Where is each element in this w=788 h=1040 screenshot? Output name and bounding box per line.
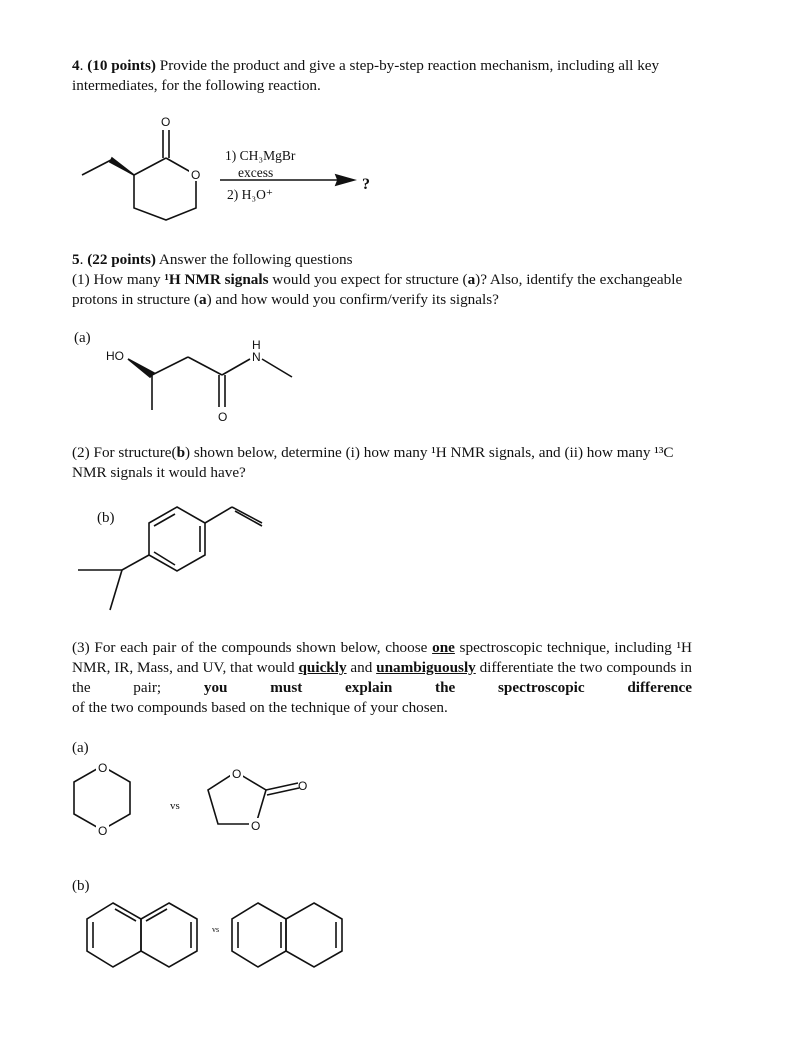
- q4-carbonyl-O: O: [161, 115, 171, 129]
- pair-a-label: (a): [72, 740, 89, 756]
- struct-b-vinyl: [205, 507, 232, 523]
- q4-reagent-1: 1) CH₃MgBr: [225, 148, 296, 163]
- q5-number: 5: [72, 251, 80, 268]
- q5-part2-bold: b: [176, 444, 186, 461]
- dioxane-O1: O: [98, 761, 108, 775]
- q4-lactone-structure: [70, 112, 220, 222]
- q4-number: 4: [72, 57, 80, 74]
- pair-b-label: (b): [72, 878, 90, 894]
- pair-a-ethylene-carbonate: [200, 760, 310, 840]
- dioxane-ring: [74, 766, 130, 830]
- struct-b-ring: [149, 507, 205, 571]
- q4-ethyl-bond: [82, 160, 111, 175]
- q5-part3-one: one: [432, 639, 455, 656]
- q5-points: (22 points): [87, 251, 156, 268]
- bicyclic2-right-ring: [286, 903, 342, 967]
- struct-a-label: (a): [74, 330, 91, 346]
- q4-wedge-bond: [110, 158, 134, 175]
- struct-a-O: O: [218, 410, 228, 424]
- q5-part1: (1) How many ¹H NMR signals would you expect for structure (a)? Also, identify the exchangeable protons in structure (a) and how would you confirm/verify its signals?: [72, 271, 683, 308]
- struct-b-isopropyl: [122, 555, 149, 570]
- struct-b-styrene: [70, 495, 270, 615]
- struct-a-H: H: [252, 338, 261, 352]
- carbonate-O3: O: [298, 779, 308, 793]
- struct-b-label: (b): [97, 510, 115, 526]
- bicyclic2-left-ring: [232, 903, 286, 967]
- q5-statement: 5. (22 points) Answer the following questions: [72, 251, 353, 268]
- bicyclic1-left-ring: [87, 903, 141, 967]
- bicyclic1-right-ring: [141, 903, 197, 967]
- q4-ring-bonds: [134, 158, 196, 220]
- q5-part3-unambiguously: unambiguously: [376, 659, 476, 676]
- pair-b-vs: vs: [212, 925, 220, 934]
- struct-a-amide: [100, 335, 300, 425]
- q4-statement: 4. (10 points) Provide the product and give a step-by-step reaction mechanism, including all key intermediates, for the following reaction.: [72, 57, 660, 94]
- pair-a-vs: vs: [170, 800, 180, 812]
- q5-part3-quickly: quickly: [298, 659, 347, 676]
- q4-reaction-arrow: [220, 174, 355, 186]
- struct-a-N: N: [252, 350, 261, 364]
- dioxane-O2: O: [98, 824, 108, 838]
- struct-a-HO: HO: [106, 349, 124, 363]
- carbonate-O1: O: [232, 767, 242, 781]
- q5-intro: Answer the following questions: [155, 251, 353, 268]
- q4-points: (10 points): [87, 57, 156, 74]
- carbonate-O2: O: [251, 819, 261, 833]
- q4-ring-O: O: [191, 168, 201, 182]
- struct-a-wedge: [128, 359, 154, 377]
- q4-reagent-excess: excess: [238, 165, 274, 180]
- q4-reagent-2: 2) H₃O⁺: [227, 187, 273, 202]
- q4-product: ?: [362, 176, 370, 193]
- pair-b-dihydronaphthalene-2: [230, 895, 350, 975]
- q5-part3-end: of the two compounds based on the technique of your chosen.: [72, 699, 448, 716]
- q5-part1-bold: ¹H NMR signals: [164, 271, 269, 288]
- q5-part2: (2) For structure(b) shown below, determine (i) how many ¹H NMR signals, and (ii) how many ¹³C NMR signals it would have?: [72, 444, 674, 481]
- pair-b-dihydronaphthalene-1: [85, 895, 205, 975]
- pair-a-dioxane: [70, 758, 140, 838]
- q4-text: Provide the product and give a step-by-step reaction mechanism, including all key intermediates, for the following reaction.: [72, 57, 660, 94]
- q5-part3: (3) For each pair of the compounds shown below, choose one spectroscopic technique, including ¹H NMR, IR, Mass, and UV, that would quickly and unambiguously differentiate the two compounds in the pair; you must explain the spectroscopic difference: [72, 639, 692, 696]
- q5-part3-bold: you must explain the spectroscopic difference: [203, 679, 692, 696]
